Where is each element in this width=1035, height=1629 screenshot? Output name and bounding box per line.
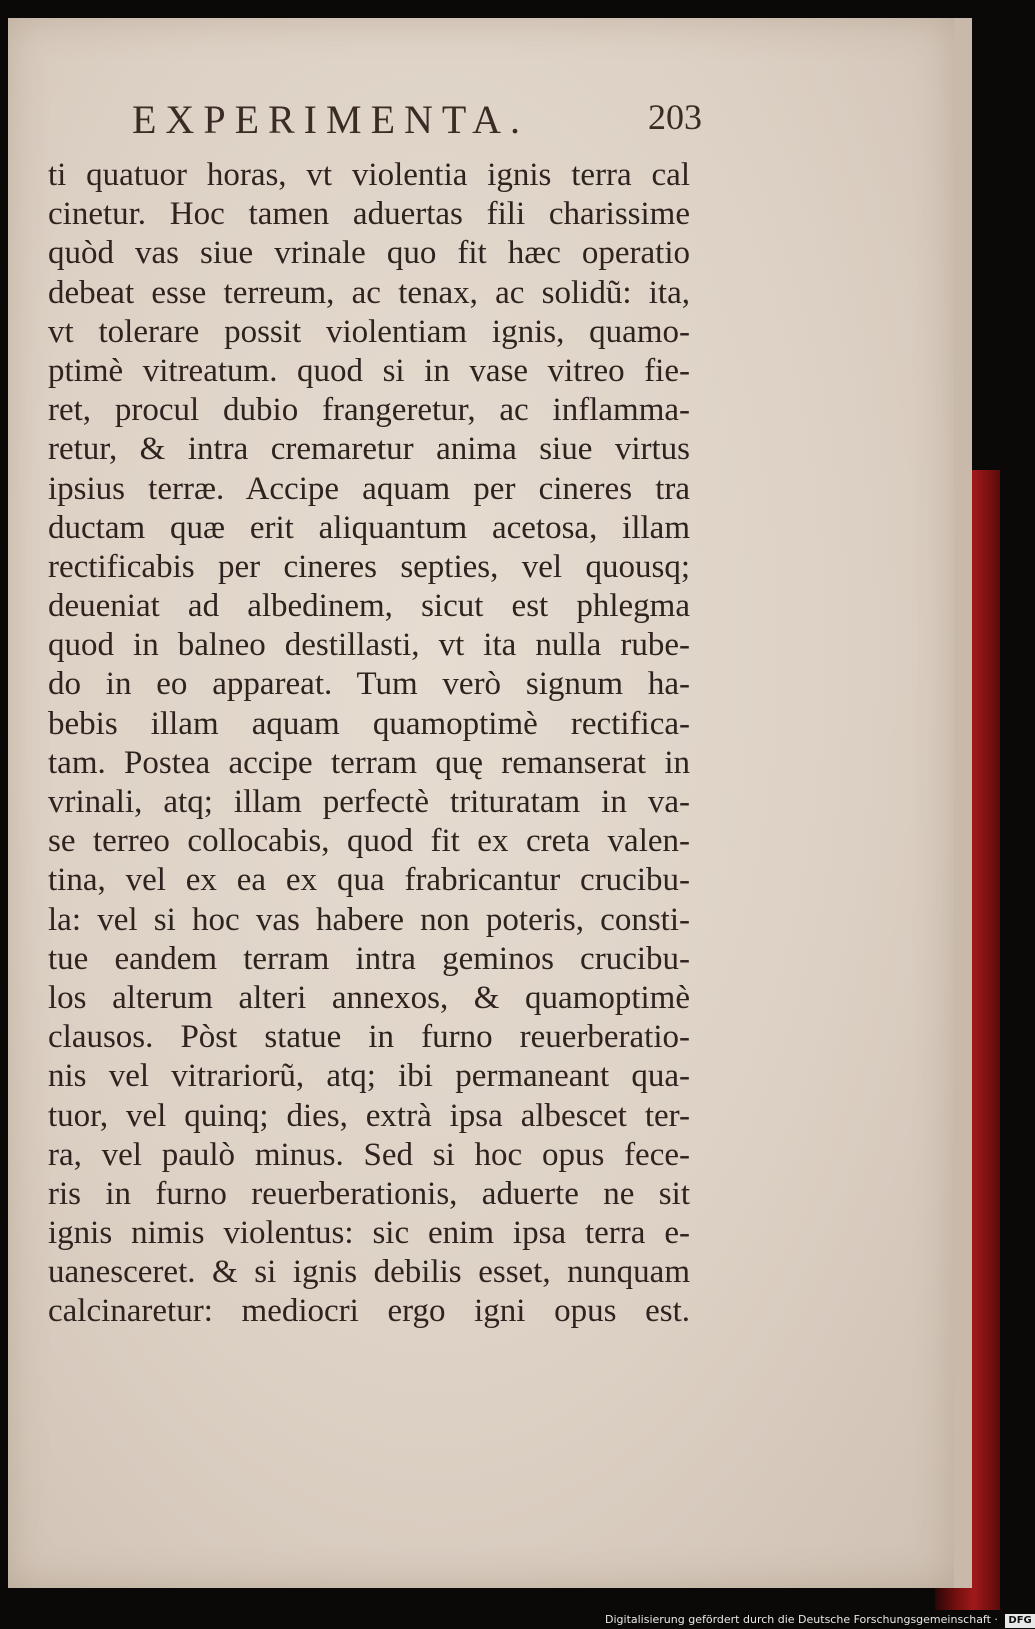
text-line: retur, & intra cremaretur anima siue virtus (48, 431, 690, 468)
text-line: calcinaretur: mediocri ergo igni opus est. (48, 1293, 690, 1330)
text-line: ductam quæ erit aliquantum acetosa, illam (48, 509, 690, 546)
text-line: ptimè vitreatum. quod si in vase vitreo fie- (48, 352, 690, 389)
text-line: se terreo collocabis, quod fit ex creta valen- (48, 823, 690, 860)
text-line: tue eandem terram intra geminos crucibu- (48, 940, 690, 977)
text-line: uanesceret. & si ignis debilis esset, nunquam (48, 1254, 690, 1291)
text-line: ipsius terræ. Accipe aquam per cineres tra (48, 470, 690, 507)
text-line: quòd vas siue vrinale quo fit hæc operatio (48, 235, 690, 272)
page-header (132, 96, 702, 146)
text-line: deueniat ad albedinem, sicut est phlegma (48, 588, 690, 625)
text-line: vt tolerare possit violentiam ignis, quamo- (48, 313, 690, 350)
digitization-footer (605, 1610, 1035, 1629)
text-line: ti quatuor horas, vt violentia ignis terra cal (48, 157, 690, 193)
running-title: EXPERIMENTA. (132, 97, 530, 142)
text-line: ris in furno reuerberationis, aduerte ne sit (48, 1175, 690, 1212)
text-line: quod in balneo destillasti, vt ita nulla rube- (48, 627, 690, 664)
page-number: 203 (648, 97, 702, 137)
text-line: tuor, vel quinq; dies, extrà ipsa albescet ter- (48, 1097, 690, 1134)
text-line: los alterum alteri annexos, & quamoptimè (48, 979, 690, 1016)
text-line: do in eo appareat. Tum verò signum ha- (48, 666, 690, 703)
text-line: tina, vel ex ea ex qua frabricantur crucibu- (48, 862, 690, 899)
digitization-credit: Digitalisierung gefördert durch die Deutsche Forschungsgemeinschaft · (605, 1613, 998, 1626)
text-line: la: vel si hoc vas habere non poteris, consti- (48, 901, 690, 938)
text-line: tam. Postea accipe terram quę remanserat in (48, 744, 690, 781)
text-line: ret, procul dubio frangeretur, ac inflamma- (48, 392, 690, 429)
text-line: rectificabis per cineres septies, vel quousq; (48, 548, 690, 585)
text-line: nis vel vitrariorũ, atq; ibi permaneant qua- (48, 1058, 690, 1095)
text-line: ra, vel paulò minus. Sed si hoc opus fece- (48, 1136, 690, 1173)
body-text (48, 156, 690, 1332)
text-line: cinetur. Hoc tamen aduertas fili charissime (48, 196, 690, 233)
text-line: debeat esse terreum, ac tenax, ac solidũ: ita, (48, 274, 690, 311)
text-line: bebis illam aquam quamoptimè rectifica- (48, 705, 690, 742)
text-line: ignis nimis violentus: sic enim ipsa terra e- (48, 1215, 690, 1252)
text-line: clausos. Pòst statue in furno reuerberatio- (48, 1019, 690, 1056)
dfg-logo: DFG (1005, 1614, 1034, 1628)
text-line: vrinali, atq; illam perfectè trituratam in va- (48, 784, 690, 820)
